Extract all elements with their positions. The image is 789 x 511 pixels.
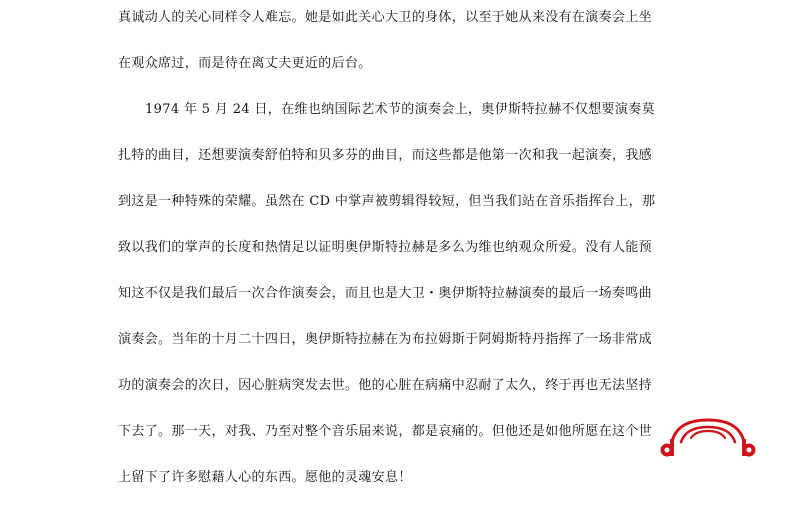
text-line-10: 下去了。那一天，对我、乃至对整个音乐届来说，都是哀痛的。但他还是如他所愿在这个世 xyxy=(118,424,653,439)
headphones-dd-logo-icon xyxy=(658,418,758,460)
text-line-2: 在观众席过，而是待在离丈夫更近的后台。 xyxy=(118,56,372,71)
text-line-7: 知这不仅是我们最后一次合作演奏会，而且也是大卫・奥伊斯特拉赫演奏的最后一场奏鸣曲 xyxy=(118,286,653,301)
text-line-11: 上留下了许多慰藉人心的东西。愿他的灵魂安息！ xyxy=(118,470,412,485)
text-line-3: 1974 年 5 月 24 日，在维也纳国际艺术节的演奏会上，奥伊斯特拉赫不仅想要演奏莫 xyxy=(145,102,655,117)
text-line-6: 致以我们的掌声的长度和热情足以证明奥伊斯特拉赫是多么为维也纳观众所爱。没有人能预 xyxy=(118,240,653,255)
text-line-9: 功的演奏会的次日，因心脏病突发去世。他的心脏在病痛中忍耐了太久，终于再也无法坚持 xyxy=(118,378,653,393)
text-line-8: 演奏会。当年的十月二十四日，奥伊斯特拉赫在为布拉姆斯于阿姆斯特丹指挥了一场非常成 xyxy=(118,332,653,347)
text-line-4: 扎特的曲目，还想要演奏舒伯特和贝多芬的曲目，而这些都是他第一次和我一起演奏，我感 xyxy=(118,148,653,163)
text-line-1: 真诚动人的关心同样令人难忘。她是如此关心大卫的身体，以至于她从来没有在演奏会上坐 xyxy=(118,10,653,25)
body-text xyxy=(118,5,673,511)
text-line-5: 到这是一种特殊的荣耀。虽然在 CD 中掌声被剪辑得较短，但当我们站在音乐指挥台上，那 xyxy=(118,194,656,209)
